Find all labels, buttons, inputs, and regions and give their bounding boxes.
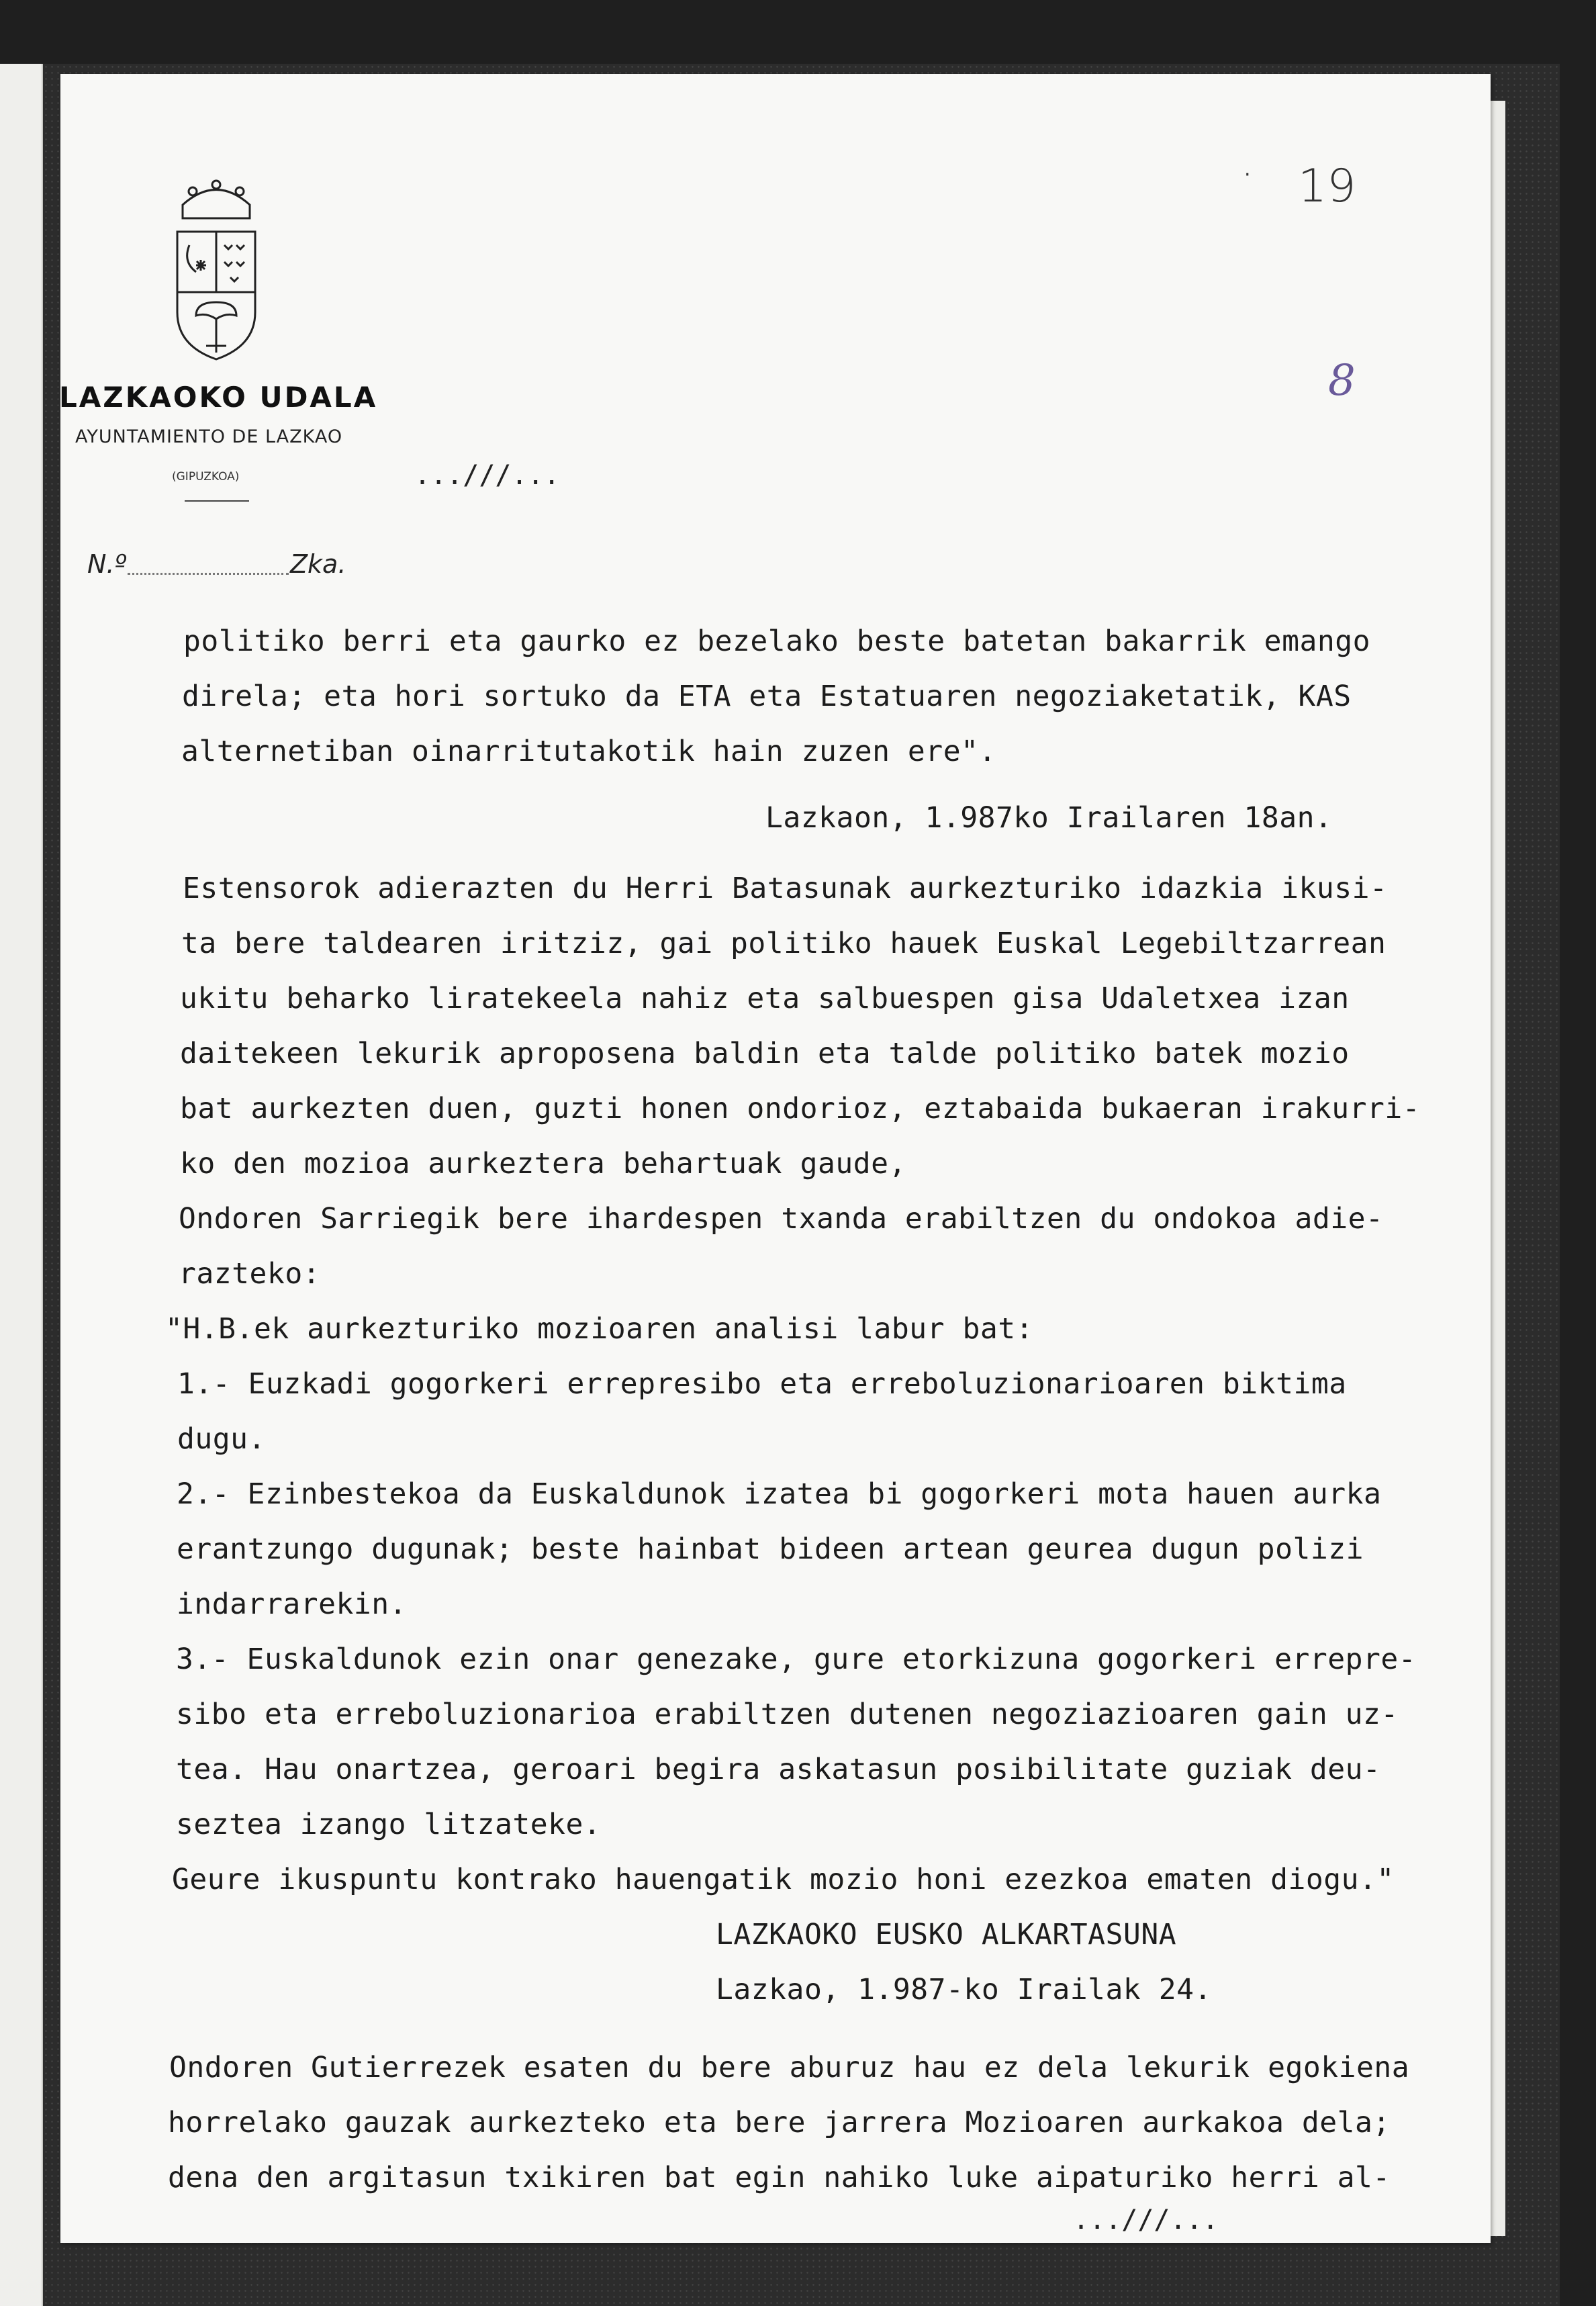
text-line: alternetiban oinarritutakotik hain zuzen ere". (181, 735, 996, 768)
text-line: 1.- Euzkadi gogorkeri errepresibo eta erreboluzionarioaren biktima (177, 1367, 1347, 1401)
continuation-mark-top: ...///... (414, 460, 560, 491)
signature-date: Lazkao, 1.987-ko Irailak 24. (716, 1973, 1212, 2007)
page-number: 19 (1298, 160, 1356, 213)
organization-subtitle: AYUNTAMIENTO DE LAZKAO (75, 426, 343, 447)
text-line: seztea izango litzateke. (176, 1808, 602, 1841)
text-line: ukitu beharko liratekeela nahiz eta salbuespen gisa Udaletxea izan (180, 982, 1350, 1015)
text-line: Ondoren Gutierrezek esaten du bere aburuz hau ez dela lekurik egokiena (169, 2051, 1410, 2084)
text-line: erantzungo dugunak; beste hainbat bideen artean geurea dugun polizi (177, 1532, 1364, 1566)
text-line: tea. Hau onartzea, geroari begira askatasun posibilitate guziak deu- (176, 1753, 1381, 1786)
text-line: dena den argitasun txikiren bat egin nahiko luke aipaturiko herri al- (168, 2161, 1391, 2195)
text-line: ko den mozioa aurkeztera behartuak gaude, (180, 1147, 906, 1181)
text-line: ta bere taldearen iritziz, gai politiko hauek Euskal Legebiltzarrean (181, 927, 1387, 960)
text-line: razteko: (179, 1257, 321, 1291)
text-line: sibo eta erreboluzionarioa erabiltzen dutenen negoziazioaren gain uz- (176, 1698, 1399, 1731)
text-line: Geure ikuspuntu kontrako hauengatik mozio honi ezezkoa ematen diogu." (172, 1863, 1395, 1896)
text-line: indarrarekin. (177, 1587, 408, 1621)
text-line: 2.- Ezinbestekoa da Euskaldunok izatea bi gogorkeri mota hauen aurka (177, 1477, 1382, 1511)
text-line: "H.B.ek aurkezturiko mozioaren analisi labur bat: (165, 1312, 1034, 1346)
text-line: bat aurkezten duen, guzti honen ondorioz, eztabaida bukaeran irakurri- (180, 1092, 1421, 1125)
text-line: direla; eta hori sortuko da ETA eta Estatuaren negoziaketatik, KAS (182, 680, 1352, 713)
text-line: politiko berri eta gaurko ez bezelako beste batetan bakarrik emango (183, 625, 1371, 658)
text-line: dugu. (177, 1422, 266, 1456)
text-line: 3.- Euskaldunok ezin onar genezake, gure etorkizuna gogorkeri errepre- (176, 1643, 1417, 1676)
number-label: N.º (87, 549, 127, 579)
text-line: horrelako gauzak aurkezteko eta bere jarrera Mozioaren aurkakoa dela; (168, 2106, 1391, 2139)
zka-label: Zka. (290, 549, 346, 579)
text-line: Lazkaon, 1.987ko Irailaren 18an. (765, 801, 1333, 835)
text-line: Ondoren Sarriegik bere ihardespen txanda erabiltzen du ondokoa adie- (179, 1202, 1384, 1236)
tick-mark: · (1244, 163, 1251, 187)
continuation-mark-bottom: ...///... (1073, 2205, 1219, 2235)
signature-organization: LAZKAOKO EUSKO ALKARTASUNA (716, 1918, 1177, 1951)
organization-province: (GIPUZKOA) (172, 470, 240, 483)
text-line: Estensorok adierazten du Herri Batasunak aurkezturiko idazkia ikusi- (183, 872, 1388, 905)
handwritten-number: 8 (1328, 356, 1356, 406)
text-line: daitekeen lekurik aproposena baldin eta talde politiko batek mozio (180, 1037, 1350, 1070)
organization-name: LAZKAOKO UDALA (59, 381, 378, 414)
